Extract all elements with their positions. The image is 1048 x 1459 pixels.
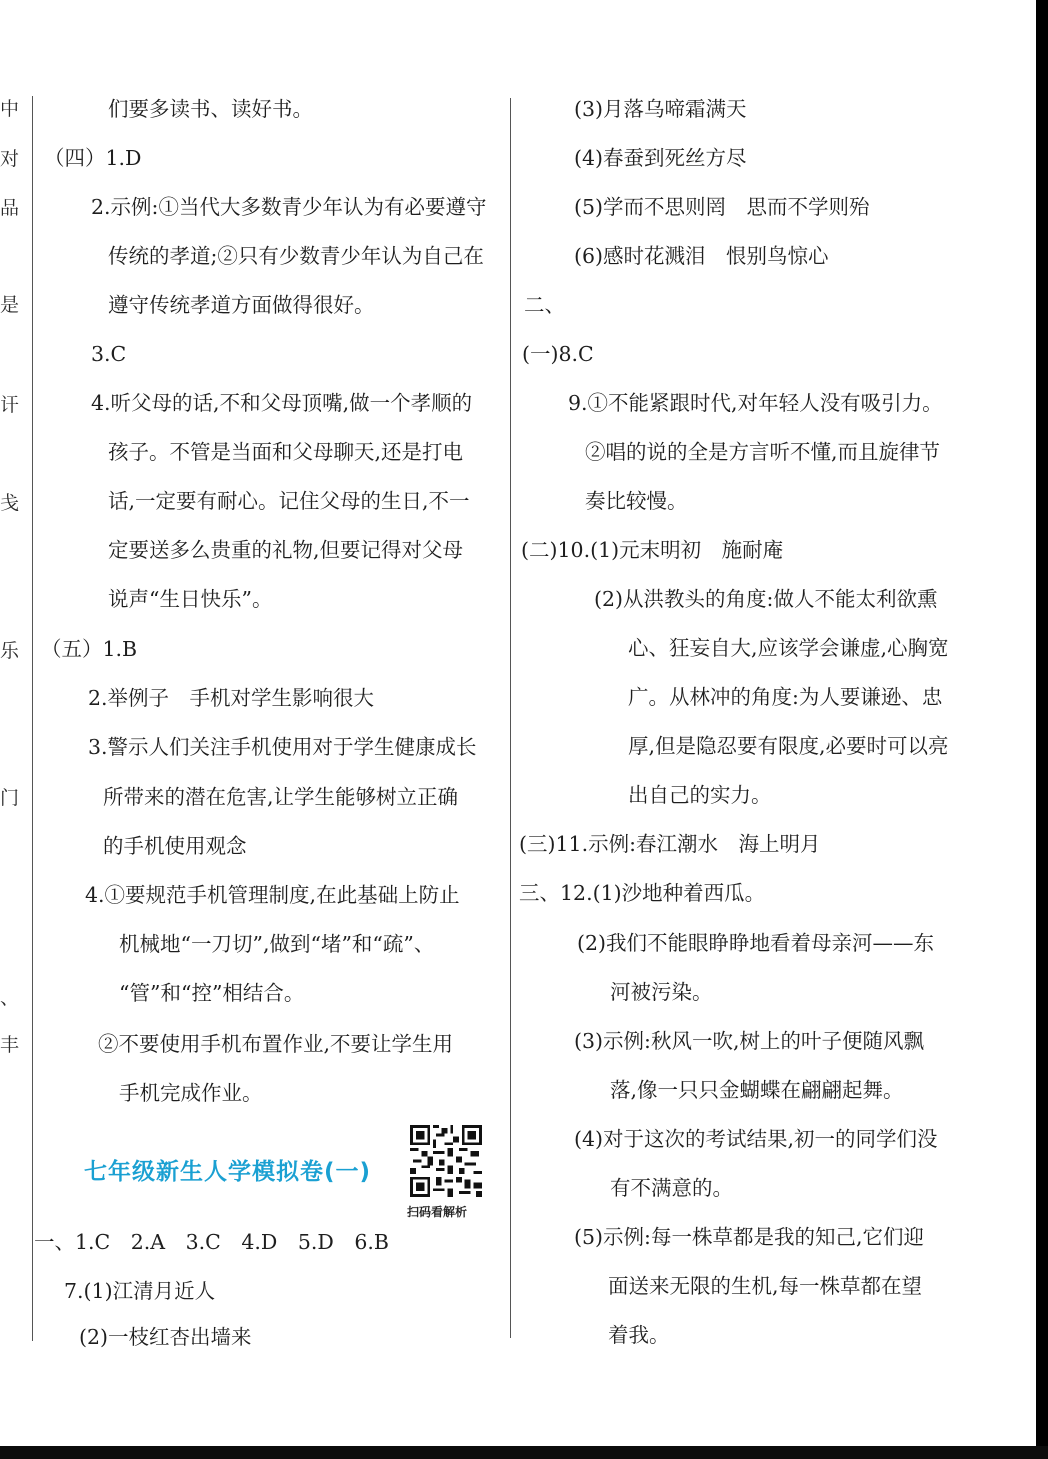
edge-char: 丰 [0, 1034, 20, 1056]
answer-line: 三、12.(1)沙地种着西瓜。 [519, 881, 766, 905]
answer-line: 7.(1)江清月近人 [64, 1279, 216, 1303]
answer-line: (三)11.示例:春江潮水 海上明月 [519, 832, 821, 856]
part-two-heading: 二、 [524, 293, 565, 317]
answer-line: 机械地“一刀切”,做到“堵”和“疏”、 [119, 932, 435, 956]
answer-line: (4)对于这次的考试结果,初一的同学们没 [574, 1127, 938, 1151]
answer-line: 落,像一只只金蝴蝶在翩翩起舞。 [610, 1078, 904, 1102]
answer-line: 的手机使用观念 [103, 834, 247, 858]
answer-line: 2.举例子 手机对学生影响很大 [88, 686, 375, 710]
answer-line: (5)学而不思则罔 思而不学则殆 [574, 195, 870, 219]
answer-line: 定要送多么贵重的礼物,但要记得对父母 [108, 538, 464, 562]
edge-char: 中 [0, 98, 20, 120]
answer-line: 传统的孝道;②只有少数青少年认为自己在 [108, 244, 484, 268]
answer-line: (5)示例:每一株草都是我的知己,它们迎 [574, 1225, 924, 1249]
qr-caption: 扫码看解析 [407, 1205, 468, 1219]
section-title: 七年级新生人学模拟卷(一) [84, 1159, 372, 1185]
answer-line: “管”和“控”相结合。 [119, 981, 305, 1005]
answer-line: 3.C [91, 342, 127, 366]
edge-char: 门 [0, 787, 20, 809]
edge-char: 乐 [0, 640, 20, 662]
answer-line: (3)月落乌啼霜满天 [574, 97, 747, 121]
answer-line: 出自己的实力。 [628, 783, 772, 807]
answer-line: 奏比较慢。 [585, 489, 688, 513]
section-five-heading: （五）1.B [41, 637, 138, 661]
edge-char: 讦 [0, 394, 20, 416]
answer-line: 着我。 [608, 1323, 670, 1347]
answer-line: 面送来无限的生机,每一株草都在望 [608, 1274, 923, 1298]
answer-line: 所带来的潜在危害,让学生能够树立正确 [103, 785, 459, 809]
answer-line: 孩子。不管是当面和父母聊天,还是打电 [108, 440, 464, 464]
edge-char: 、 [0, 987, 20, 1009]
answer-line: 遵守传统孝道方面做得很好。 [108, 293, 375, 317]
answer-line: 2.示例:①当代大多数青少年认为有必要遵守 [91, 195, 487, 219]
section-four-heading: （四）1.D [44, 146, 142, 170]
answer-line: (2)我们不能眼睁睁地看着母亲河——东 [577, 931, 935, 955]
answer-line: 广。从林冲的角度:为人要谦逊、忠 [628, 685, 943, 709]
qr-code-icon[interactable] [410, 1125, 482, 1197]
answer-line: 话,一定要有耐心。记住父母的生日,不一 [108, 489, 470, 513]
edge-char: 戋 [0, 492, 20, 514]
answer-line: 厚,但是隐忍要有限度,必要时可以亮 [628, 734, 949, 758]
answer-line: 4.①要规范手机管理制度,在此基础上防止 [85, 883, 460, 907]
answer-line: ②不要使用手机布置作业,不要让学生用 [98, 1032, 454, 1056]
answer-line: 河被污染。 [610, 980, 713, 1004]
answer-line: 手机完成作业。 [119, 1081, 263, 1105]
answer-line: 9.①不能紧跟时代,对年轻人没有吸引力。 [568, 391, 943, 415]
answer-line: 说声“生日快乐”。 [108, 587, 273, 611]
answer-line: (3)示例:秋风一吹,树上的叶子便随风飘 [574, 1029, 924, 1053]
edge-char: 品 [0, 197, 20, 219]
answer-line: (2)一枝红杏出墙来 [79, 1325, 252, 1349]
left-margin-rule [32, 96, 33, 1341]
answer-line: 3.警示人们关注手机使用对于学生健康成长 [88, 735, 477, 759]
answer-line: 一、1.C 2.A 3.C 4.D 5.D 6.B [34, 1230, 389, 1254]
answer-line: 4.听父母的话,不和父母顶嘴,做一个孝顺的 [91, 391, 473, 415]
answer-line: (6)感时花溅泪 恨别鸟惊心 [574, 244, 829, 268]
answer-line: (一)8.C [522, 342, 594, 366]
answer-line: (2)从洪教头的角度:做人不能太利欲熏 [594, 587, 938, 611]
answer-line: ②唱的说的全是方言听不懂,而且旋律节 [585, 440, 941, 464]
column-divider-rule [510, 98, 511, 1338]
answer-line: (二)10.(1)元末明初 施耐庵 [521, 538, 784, 562]
answer-line: 们要多读书、读好书。 [108, 97, 313, 121]
edge-char: 对 [0, 148, 20, 170]
answer-line: 有不满意的。 [610, 1176, 733, 1200]
answer-line: 心、狂妄自大,应该学会谦虚,心胸宽 [628, 636, 949, 660]
edge-char: 是 [0, 294, 20, 316]
scan-bottom-edge [0, 1446, 1048, 1459]
scan-right-edge [1036, 0, 1048, 1446]
answer-line: (4)春蚕到死丝方尽 [574, 146, 747, 170]
